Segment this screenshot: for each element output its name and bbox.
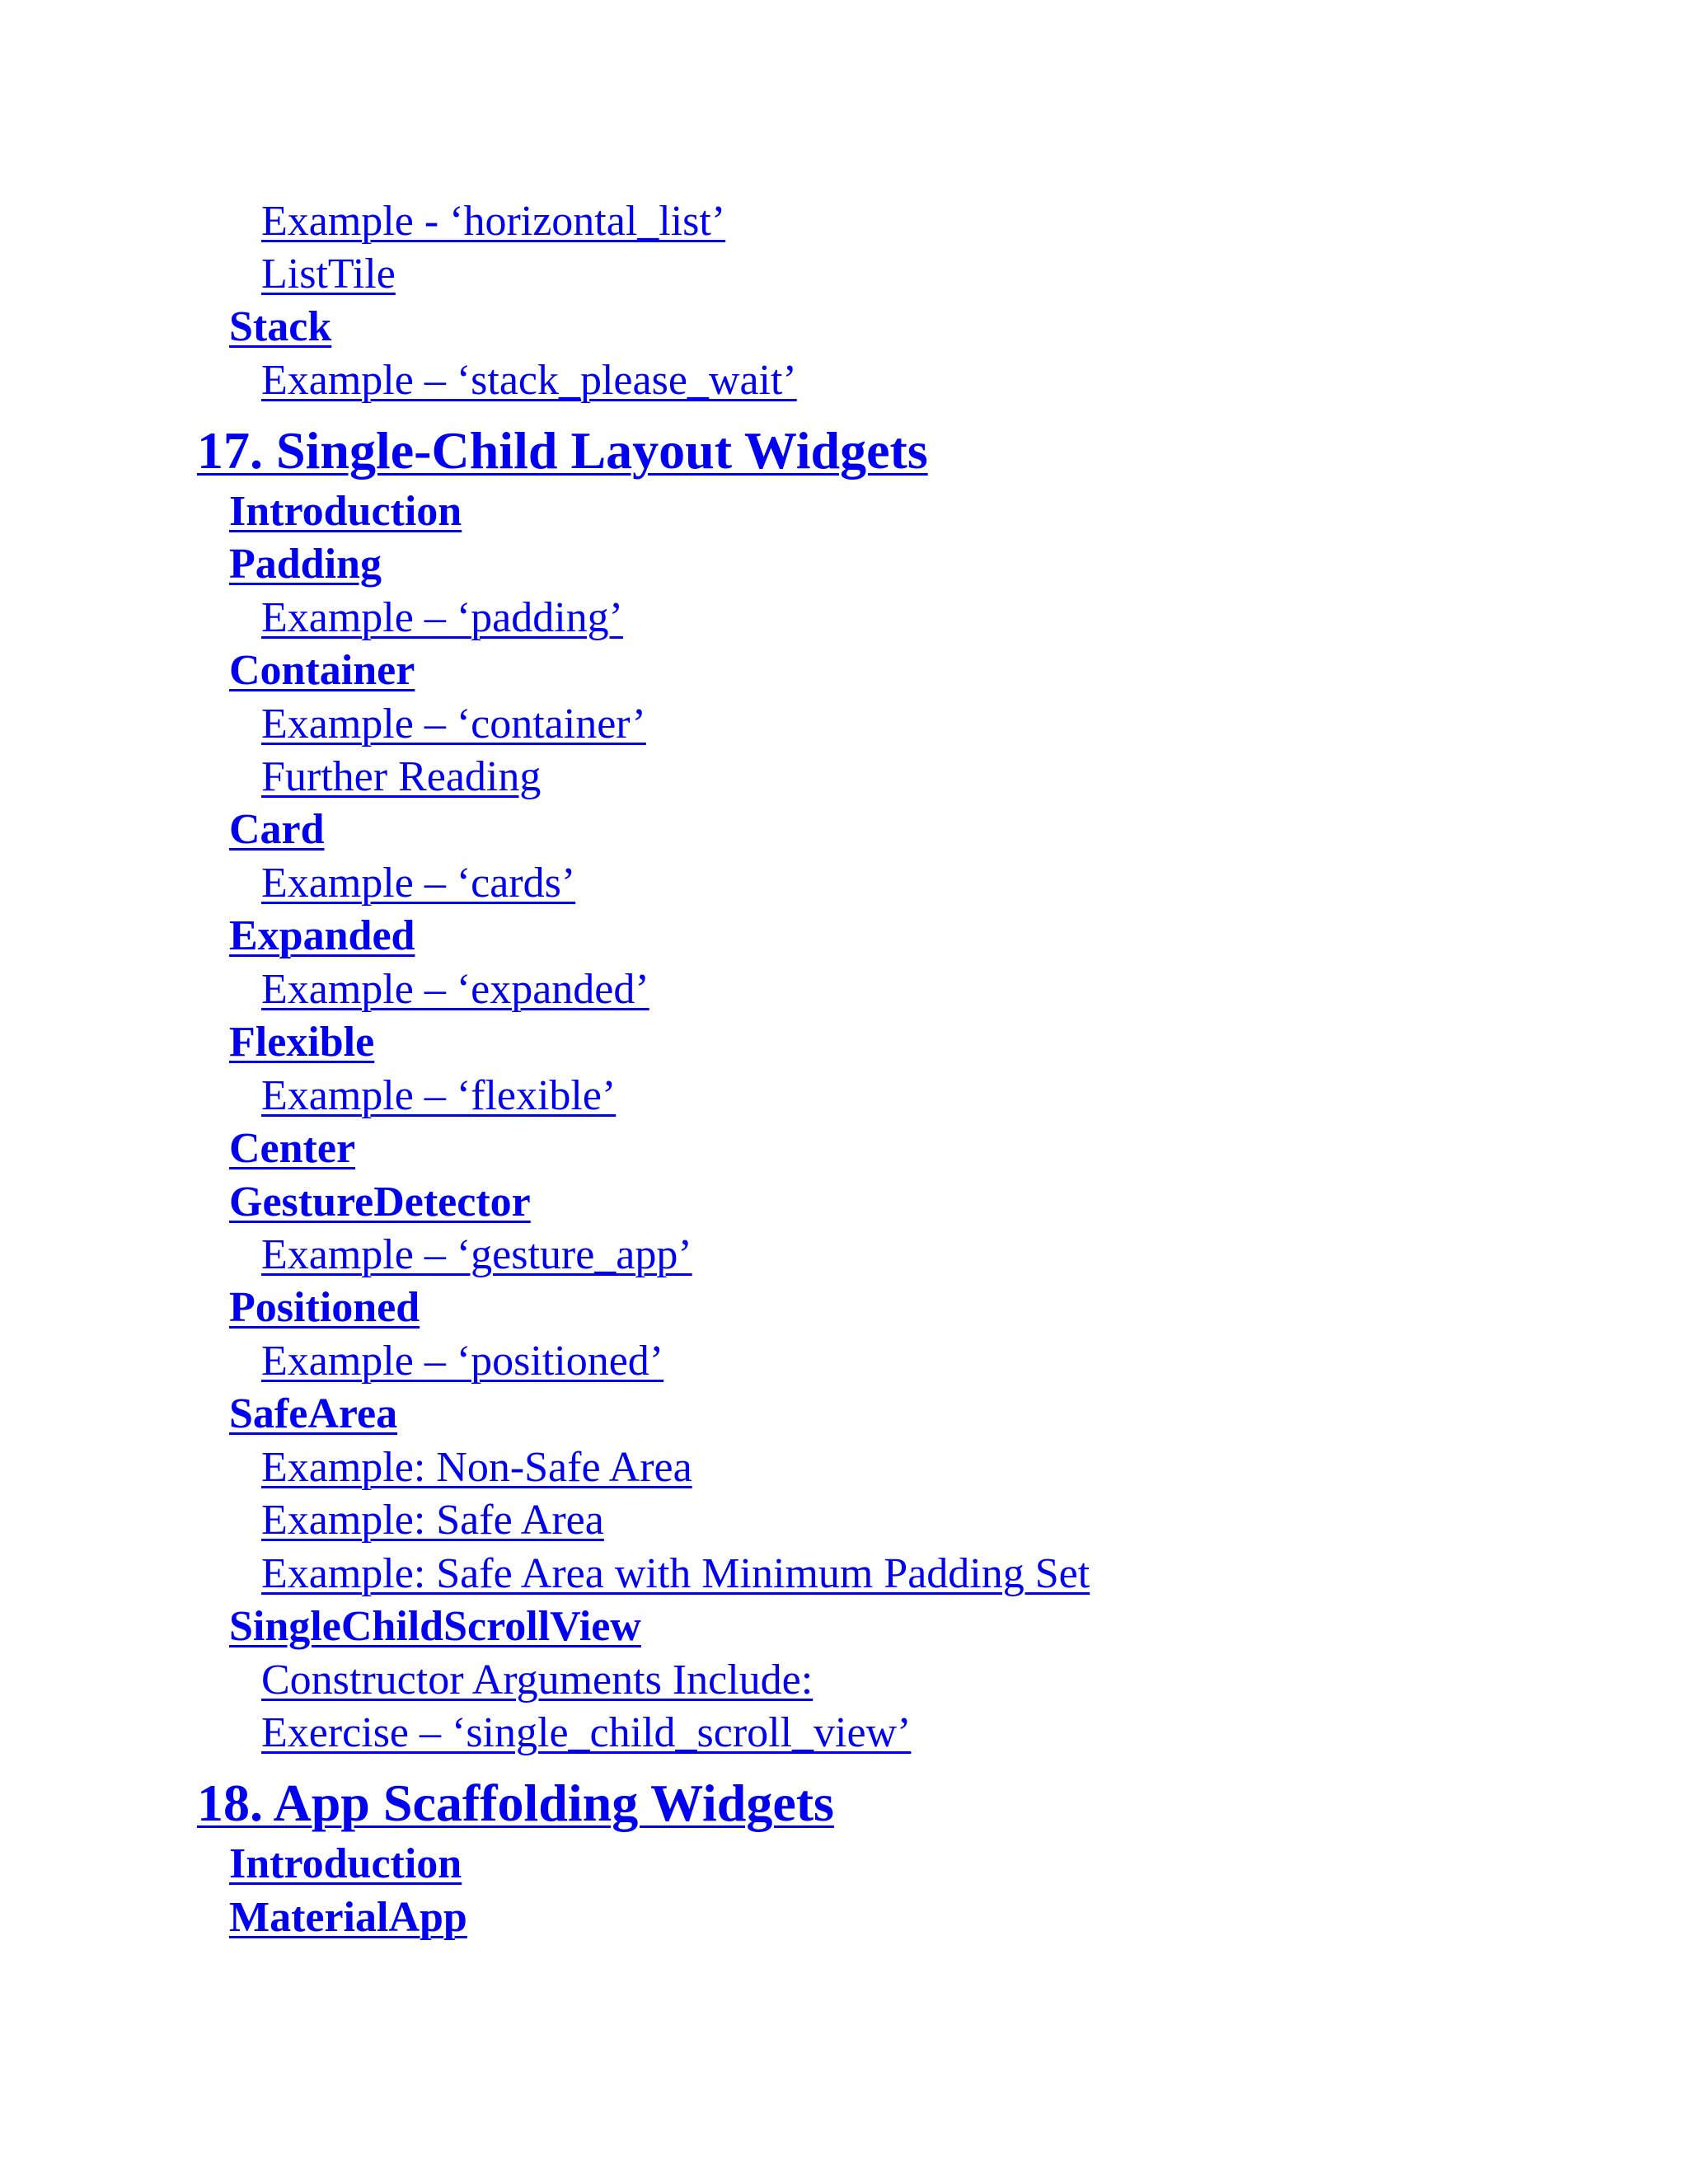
toc-sub-link[interactable]: Exercise – ‘single_child_scroll_view’	[261, 1709, 912, 1756]
toc-sub-link[interactable]: Example – ‘expanded’	[261, 966, 649, 1013]
toc-section-link[interactable]: SafeArea	[229, 1390, 398, 1437]
toc-section-link[interactable]: Positioned	[229, 1284, 420, 1331]
toc-sub-link[interactable]: Example – ‘positioned’	[261, 1338, 664, 1385]
toc-sub-link[interactable]: Further Reading	[261, 753, 542, 800]
toc-section-link[interactable]: Flexible	[229, 1019, 375, 1066]
toc-chapter-link[interactable]: 18. App Scaffolding Widgets	[197, 1774, 834, 1832]
toc-section-link[interactable]: Card	[229, 806, 325, 853]
toc-section-link[interactable]: Introduction	[229, 488, 462, 535]
toc-sub-link[interactable]: Example: Non-Safe Area	[261, 1444, 692, 1491]
toc-section-link[interactable]: MaterialApp	[229, 1894, 467, 1941]
toc-sub-link[interactable]: Example – ‘cards’	[261, 860, 576, 907]
toc-section-link[interactable]: GestureDetector	[229, 1179, 531, 1226]
toc-sub-link[interactable]: Example – ‘flexible’	[261, 1072, 617, 1119]
toc-sub-link[interactable]: Example – ‘gesture_app’	[261, 1231, 692, 1278]
toc-section-link[interactable]: SingleChildScrollView	[229, 1603, 641, 1650]
toc-sub-link[interactable]: Example – ‘padding’	[261, 594, 623, 641]
toc-sub-link[interactable]: Example – ‘stack_please_wait’	[261, 357, 797, 404]
toc-section-link[interactable]: Center	[229, 1125, 356, 1172]
toc-sub-link[interactable]: Example: Safe Area	[261, 1497, 604, 1544]
toc-chapter-link[interactable]: 17. Single-Child Layout Widgets	[197, 421, 928, 480]
toc-section-link[interactable]: Stack	[229, 303, 332, 350]
toc-sub-link[interactable]: Example - ‘horizontal_list’	[261, 198, 726, 245]
toc-section-link[interactable]: Introduction	[229, 1840, 462, 1887]
toc-sub-link[interactable]: Constructor Arguments Include:	[261, 1657, 814, 1704]
toc-sub-link[interactable]: ListTile	[261, 251, 396, 298]
toc-section-link[interactable]: Container	[229, 647, 415, 694]
toc-section-link[interactable]: Expanded	[229, 912, 415, 959]
toc-sub-link[interactable]: Example – ‘container’	[261, 701, 646, 748]
toc-sub-link[interactable]: Example: Safe Area with Minimum Padding Set	[261, 1550, 1090, 1597]
toc-section-link[interactable]: Padding	[229, 541, 382, 588]
